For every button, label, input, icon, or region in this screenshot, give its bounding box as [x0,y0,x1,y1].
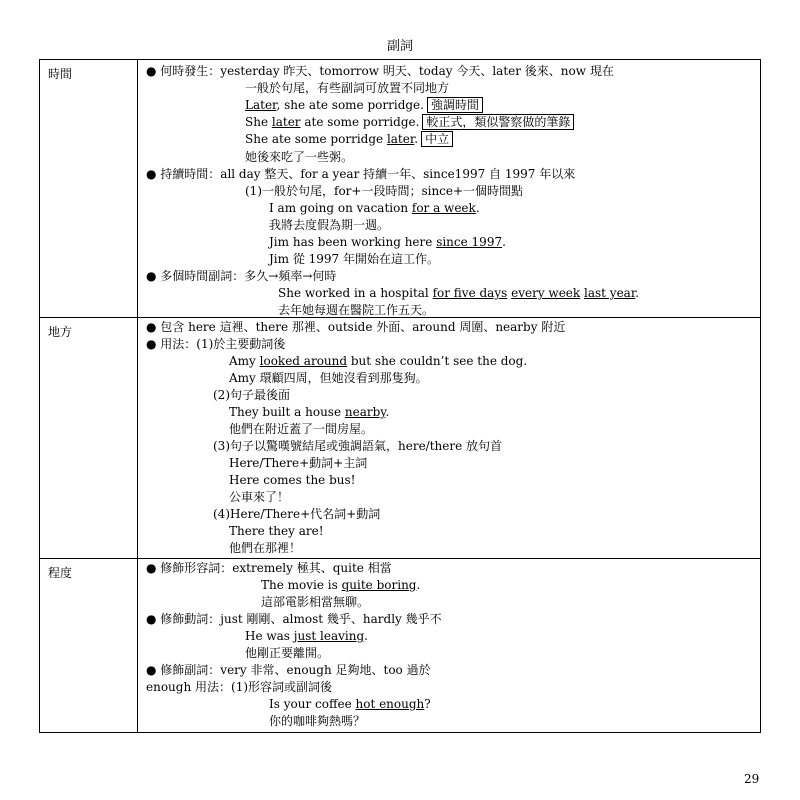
time-multiple-line: ● 多個時間副詞：多久→頻率→何時 [146,269,337,283]
table-row [40,318,761,559]
example-text: but she couldn’t see the dog. [347,354,528,368]
underlined-adverb: for five days [432,286,508,300]
degree-translation-3: 你的咖啡夠熱嗎？ [269,714,366,728]
time-example-2 [245,114,574,130]
example-text: She ate some porridge [245,132,387,146]
underlined-adverb: just leaving [293,629,365,643]
time-translation-1: 她後來吃了一些粥。 [245,150,354,164]
time-when-line: ● 何時發生：yesterday 昨天、tomorrow 明天、today 今天、later 後來、now 現在 [146,64,614,78]
place-content [138,318,761,559]
time-translation-4: 去年她每週在醫院工作五天。 [278,303,435,317]
example-text: . [635,286,640,300]
place-example-1 [229,353,527,369]
degree-adjective-line: ● 修飾形容詞：extremely 極其、quite 相當 [146,561,392,575]
example-text: She [245,115,272,129]
place-usage-2: (2)句子最後面 [213,388,290,402]
degree-enough-usage: enough 用法：(1)形容詞或副詞後 [146,680,333,694]
underlined-adverb: every week [511,286,581,300]
underlined-adverb: for a week [411,201,476,215]
place-translation-3: 公車來了！ [229,490,290,504]
place-translation-2: 他們在附近蓋了一間房屋。 [229,422,374,436]
time-translation-3: Jim 從 1997 年開始在這工作。 [269,252,440,266]
degree-translation-2: 他剛正要離開。 [245,646,330,660]
place-includes-line: ● 包含 here 這裡、there 那裡、outside 外面、around 周圍、nearby 附近 [146,320,566,334]
example-text: They built a house [229,405,345,419]
example-text: , she ate some porridge. [276,98,424,112]
example-text: I am going on vacation [269,201,412,215]
underlined-adverb: looked around [259,354,348,368]
underlined-adverb: later [271,115,301,129]
table-row [40,559,761,733]
note-box: 中立 [421,131,453,147]
underlined-adverb: Later [245,98,277,112]
time-content [138,60,761,318]
place-pattern-1: Here/There+動詞+主詞 [229,456,368,470]
example-text: . [416,578,421,592]
place-translation-1: Amy 環顧四周，但她沒看到那隻狗。 [229,371,428,385]
category-place: 地方 [40,318,138,559]
time-duration-line: ● 持續時間：all day 整天、for a year 持續一年、since1997 自 1997 年以來 [146,167,576,181]
example-text: The movie is [261,578,342,592]
degree-adverb-line: ● 修飾副詞：very 非常、enough 足夠地、too 過於 [146,663,431,677]
underlined-adverb: last year [584,286,636,300]
example-text: ? [424,697,431,711]
place-example-4: There they are! [229,524,324,538]
page-title: 副詞 [386,39,413,54]
underlined-adverb: nearby [344,405,386,419]
place-usage-4: (4)Here/There+代名詞+動詞 [213,507,381,521]
example-text: Jim has been working here [269,235,437,249]
degree-content [138,559,761,733]
underlined-adverb: quite boring [341,578,417,592]
example-text: ate some porridge. [300,115,420,129]
underlined-adverb: hot enough [355,697,425,711]
example-text: . [475,201,480,215]
place-translation-4: 他們在那裡！ [229,541,302,555]
place-usage-line: ● 用法：(1)於主要動詞後 [146,337,286,351]
time-example-5 [269,234,506,250]
category-degree: 程度 [40,559,138,733]
note-box: 較正式，類似警察做的筆錄 [422,114,574,130]
time-position-note: 一般於句尾，有些副詞可放置不同地方 [245,81,450,95]
degree-example-1 [261,577,420,593]
place-usage-3: (3)句子以驚嘆號結尾或強調語氣，here/there 放句首 [213,439,503,453]
example-text: . [385,405,390,419]
category-time: 時間 [40,60,138,318]
degree-verb-line: ● 修飾動詞：just 剛剛、almost 幾乎、hardly 幾乎不 [146,612,442,626]
example-text: . [414,132,419,146]
underlined-adverb: since 1997 [436,235,503,249]
place-example-2 [229,404,389,420]
example-text: . [502,235,506,249]
degree-example-3 [269,696,431,712]
example-text: Is your coffee [269,697,356,711]
example-text: . [364,629,368,643]
time-example-3 [245,131,453,147]
table-row [40,60,761,318]
example-text: Amy [229,354,260,368]
time-duration-note: (1)一般於句尾，for+一段時間；since+一個時間點 [245,184,524,198]
degree-example-2 [245,628,368,644]
example-text: She worked in a hospital [278,286,433,300]
degree-translation-1: 這部電影相當無聊。 [261,595,370,609]
time-example-4 [269,200,480,216]
example-text: He was [245,629,294,643]
time-example-6 [278,285,639,301]
page-number: 29 [744,772,760,786]
underlined-adverb: later [386,132,415,146]
note-box: 強調時間 [427,97,483,113]
time-example-1 [245,97,483,113]
grammar-table [39,59,761,733]
place-example-3: Here comes the bus! [229,473,356,487]
time-translation-2: 我將去度假為期一週。 [269,218,390,232]
